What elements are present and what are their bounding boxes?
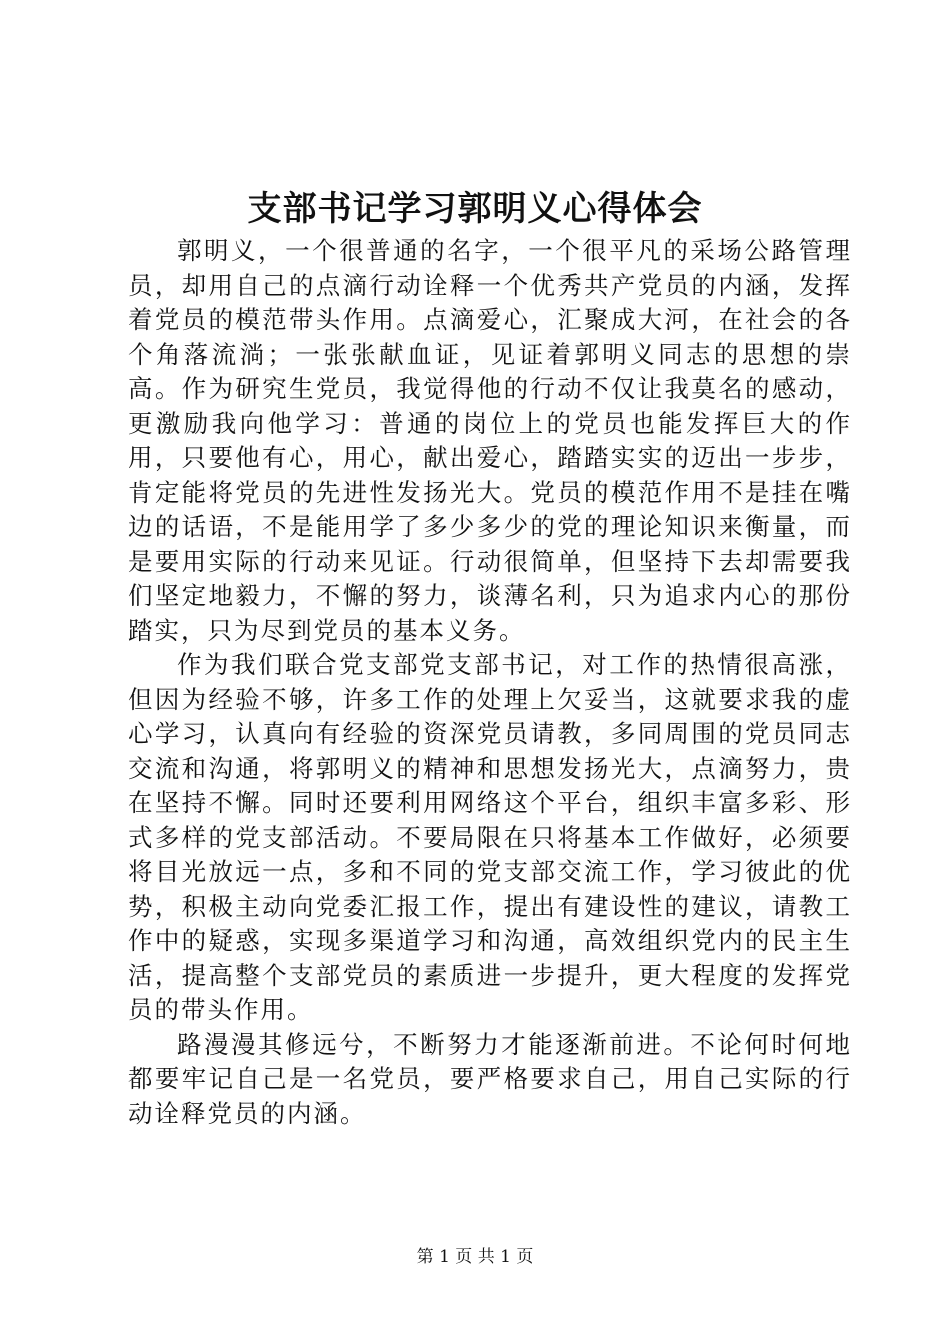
document-title: 支部书记学习郭明义心得体会 <box>247 189 703 229</box>
paragraph-1: 郭明义，一个很普通的名字，一个很平凡的采场公路管理员，却用自己的点滴行动诠释一个优秀共产党员的内涵，发挥着党员的模范带头作用。点滴爱心，汇聚成大河，在社会的各个角落流淌；一张张献血证，见证着郭明义同志的思想的崇高。作为研究生党员，我觉得他的行动不仅让我莫名的感动，更激励我向他学习：普通的岗位上的党员也能发挥巨大的作用，只要他有心，用心，献出爱心，踏踏实实的迈出一步步，肯定能将党员的先进性发扬光大。党员的模范作用不是挂在嘴边的话语，不是能用学了多少多少的党的理论知识来衡量，而是要用实际的行动来见证。行动很简单，但坚持下去却需要我们坚定地毅力，不懈的努力，谈薄名利，只为追求内心的那份踏实，只为尽到党员的基本义务。 <box>128 236 852 645</box>
page-number-footer: 第 1 页 共 1 页 <box>416 1247 534 1267</box>
document-body <box>128 234 852 1131</box>
paragraph-3: 路漫漫其修远兮，不断努力才能逐渐前进。不论何时何地都要牢记自己是一名党员，要严格要求自己，用自己实际的行动诠释党员的内涵。 <box>128 1029 852 1128</box>
paragraph-2: 作为我们联合党支部党支部书记，对工作的热情很高涨，但因为经验不够，许多工作的处理上欠妥当，这就要求我的虚心学习，认真向有经验的资深党员请教，多同周围的党员同志交流和沟通，将郭明义的精神和思想发扬光大，点滴努力，贵在坚持不懈。同时还要利用网络这个平台，组织丰富多彩、形式多样的党支部活动。不要局限在只将基本工作做好，必须要将目光放远一点，多和不同的党支部交流工作，学习彼此的优势，积极主动向党委汇报工作，提出有建设性的建议，请教工作中的疑惑，实现多渠道学习和沟通，高效组织党内的民主生活，提高整个支部党员的素质进一步提升，更大程度的发挥党员的带头作用。 <box>128 650 852 1024</box>
